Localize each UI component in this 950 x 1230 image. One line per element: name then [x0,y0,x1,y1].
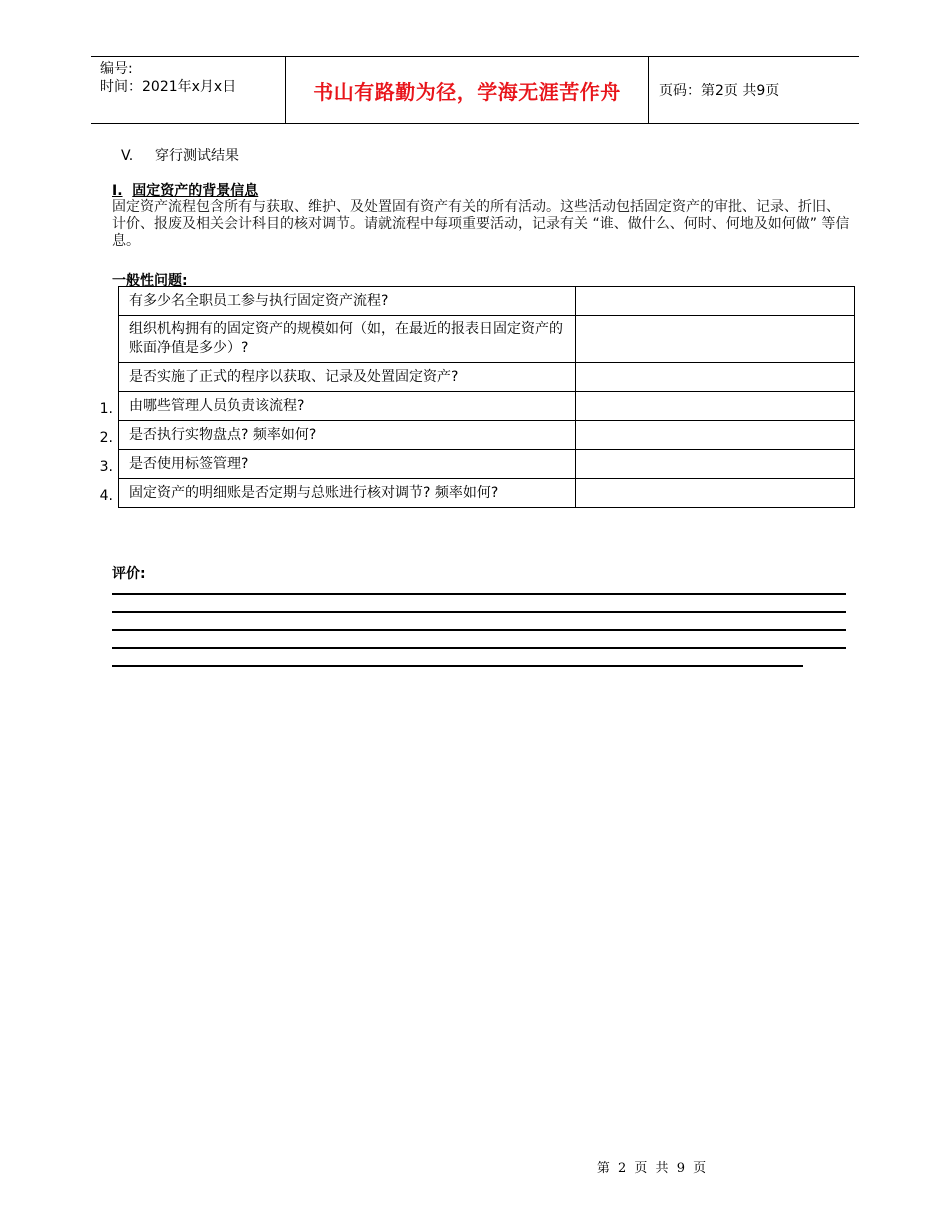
row-number: 1. [99,401,113,417]
section-i-heading [112,180,258,200]
row-number: 2. [99,430,113,446]
section-v-title: 穿行测试结果 [155,148,239,164]
table-row [119,392,855,421]
question-cell: 是否实施了正式的程序以获取、记录及处置固定资产? [119,363,576,392]
answer-cell[interactable] [576,450,855,479]
answer-cell[interactable] [576,287,855,316]
section-v-numeral: V. [121,148,134,164]
question-cell: 有多少名全职员工参与执行固定资产流程? [119,287,576,316]
answer-cell[interactable] [576,392,855,421]
table-row [119,421,855,450]
comment-line[interactable] [112,647,846,649]
answer-cell[interactable] [576,479,855,508]
row-number: 3. [99,459,113,475]
comment-line[interactable] [112,593,846,595]
comment-title: 评价: [112,566,146,582]
table-row [119,287,855,316]
section-i-numeral: I. [112,183,123,199]
number-label: 编号: [100,61,133,77]
table-row [119,316,855,363]
general-questions-title: 一般性问题: [112,273,188,289]
answer-cell[interactable] [576,421,855,450]
comment-line[interactable] [112,629,846,631]
question-cell: 由哪些管理人员负责该流程? [119,392,576,421]
question-cell: 组织机构拥有的固定资产的规模如何（如，在最近的报表日固定资产的账面净值是多少）? [119,316,576,363]
page-footer: 第 2 页 共 9 页 [596,1161,709,1176]
table-row [119,479,855,508]
section-i-title: 固定资产的背景信息 [132,183,259,199]
question-cell: 固定资产的明细账是否定期与总账进行核对调节? 频率如何? [119,479,576,508]
header-motto: 书山有路勤为径，学海无涯苦作舟 [286,57,649,123]
time-label: 时间：2021年x月x日 [100,79,237,95]
answer-cell[interactable] [576,316,855,363]
comment-line[interactable] [112,611,846,613]
general-questions-table [118,286,855,508]
page-header [91,56,859,124]
section-i-body: 固定资产流程包含所有与获取、维护、及处置固有资产有关的所有活动。这些活动包括固定资产的审批、记录、折旧、计价、报废及相关会计科目的核对调节。请就流程中每项重要活动，记录有关 “谁、做什么、何时、何地及如何做” 等信息。 [112,199,850,249]
answer-cell[interactable] [576,363,855,392]
section-v-heading [121,145,239,165]
header-meta [91,57,286,123]
table-row [119,363,855,392]
row-number: 4. [99,488,113,504]
header-page-info: 页码：第2页 共9页 [659,83,780,99]
comment-line[interactable] [112,665,803,667]
question-cell: 是否使用标签管理? [119,450,576,479]
question-cell: 是否执行实物盘点? 频率如何? [119,421,576,450]
table-row [119,450,855,479]
